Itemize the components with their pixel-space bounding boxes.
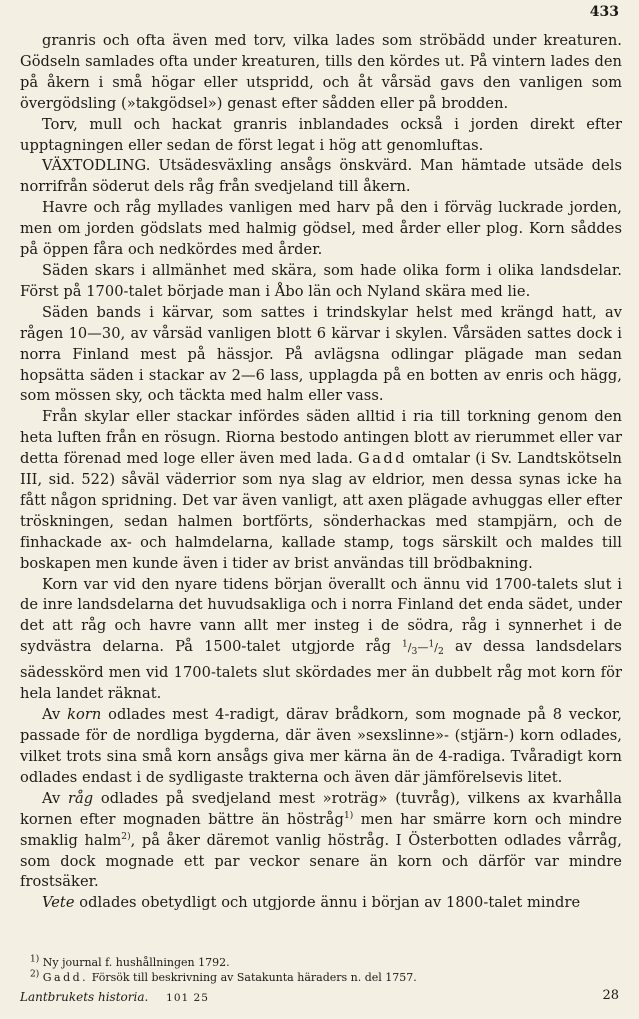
emphasis-vete: Vete <box>42 894 75 912</box>
footnotes <box>30 955 619 985</box>
paragraph-text: På 1500-talet utgjorde råg <box>175 638 391 656</box>
emphasis-rag: råg <box>68 789 94 807</box>
emphasis-korn: korn <box>67 706 102 724</box>
paragraph-korn-history <box>20 575 622 706</box>
paragraph-korn: Av korn odlades mest 4-radigt, därav brådkorn, som mognade på 8 veckor, passade för de nordliga bygderna, där även »sexslinne»- (stjärn-) korn odlades, vilket trots sina små korn ansågs giva mer kärna än de 4-radiga. Tvåradigt korn odlades endast i de sydligaste trakterna och även där jämförelsevis litet. <box>20 706 622 786</box>
footnote: $^{2)}$ Gadd. Försök till beskrivning av Satakunta häraders n. del 1757. <box>30 969 417 984</box>
print-code: 101 25 <box>166 992 209 1004</box>
fraction: $^1/_3—^1/_2$ <box>401 639 444 658</box>
paragraph: Säden skars i allmänhet med skära, som hade olika form i olika landsdelar. Först på 1700-talet började man i Åbo län och Nyland skära med lie. <box>20 261 622 300</box>
footer-left <box>20 990 209 1004</box>
book-title: Lantbrukets historia. <box>20 990 149 1004</box>
footnote-ref: 2) <box>121 831 131 842</box>
paragraph-text: av dessa landsdelars sädesskörd men vid 1700-talets slut skördades mer än dubbelt råg mot korn för hela landet räknat. <box>20 638 622 703</box>
author-name: Gadd <box>358 450 408 468</box>
paragraph-vete: Vete odlades obetydligt och utgjorde ännu i början av 1800-talet mindre <box>42 894 581 912</box>
paragraph-text: Från skylar eller stackar infördes säden alltid i ria till torkning genom den heta luften från en rösugn. Riorna bestodo antingen blott av rierummet eller var detta förenad med loge eller även med lada. <box>20 408 622 468</box>
paragraph-vaxtodling: VÄXTODLING. Utsädesväxling ansågs önskvärd. Man hämtade utsäde dels norrifrån söderut dels råg från svedjeland till åkern. <box>20 157 622 196</box>
paragraph-text: Korn var vid den nyare tidens början överallt och ännu vid 1700-talets slut i de inre landsdelarna det huvudsakliga och i norra Finland det enda sädet, under det att råg och havre vann allt mer insteg i de södra, råg i synnerhet i de sydvästra delarna. <box>20 575 622 656</box>
paragraph-rior <box>20 407 622 574</box>
sheet-number: 28 <box>602 988 619 1003</box>
footnote: $^{1)}$ Ny journal f. hushållningen 1792. <box>30 954 230 969</box>
footnote-ref: 1) <box>343 810 354 821</box>
paragraph: Torv, mull och hackat granris inblandades också i jorden direkt efter upptagningen eller sedan de först legat i hög att genomluftas. <box>20 115 622 154</box>
page-number: 433 <box>589 4 619 20</box>
paragraph-rag: Av råg odlades på svedjeland mest »roträg» (tuvråg), vilkens ax kvarhålla kornen efter mognaden bättre än höstråg$^{1)}$ men har smärre korn och mindre smaklig halm$^{2)}$, på åker däremot vanlig höstråg. I Österbotten odlades vårråg, som dock mognade ett par veckor senare än korn och därför var mindre frostsäker. <box>20 789 622 891</box>
body-text <box>20 31 622 914</box>
paragraph-text: omtalar (i Sv. Landtskötseln III, sid. 522) såväl väderrior som nya slag av eldrior, men dessa synas icke ha fått någon spridning. Det var även vanligt, att axen plägade avhuggas eller efter tröskningen, sedan halmen bortförts, sönderhackas med stampjärn, och de finhackade ax- och halmdelarna, kallade stamp, togs särskilt och maldes till boskapen men kunde även i tider av brist användas till brödbakning. <box>20 450 622 572</box>
paragraph: Havre och råg myllades vanligen med harv på den i förväg luckrade jorden, men om jorden gödslats med halmig gödsel, med årder eller plog. Korn såddes på öppen fåra och nedkördes med årder. <box>20 199 622 259</box>
paragraph: Säden bands i kärvar, som sattes i trindskylar helst med krängd hatt, av rågen 10—30, av vårsäd vanligen blott 6 kärvar i skylen. Vårsäden sattes dock i norra Finland mest på hässjor. På avlägsna odlingar plägade man sedan hopsätta säden i stackar av 2—6 lass, upplagda på en botten av enris och hägg, som mössen sky, och täckta med halm eller vass. <box>20 303 622 405</box>
paragraph: granris och ofta även med torv, vilka lades som ströbädd under kreaturen. Gödseln samlades ofta under kreaturen, tills den kördes ut. På vintern lades den på åkern i små högar eller utspridd, och åt vårsäd gavs den vanligen som övergödsling (»takgödsel») genast efter sådden eller på brodden. <box>20 32 622 112</box>
